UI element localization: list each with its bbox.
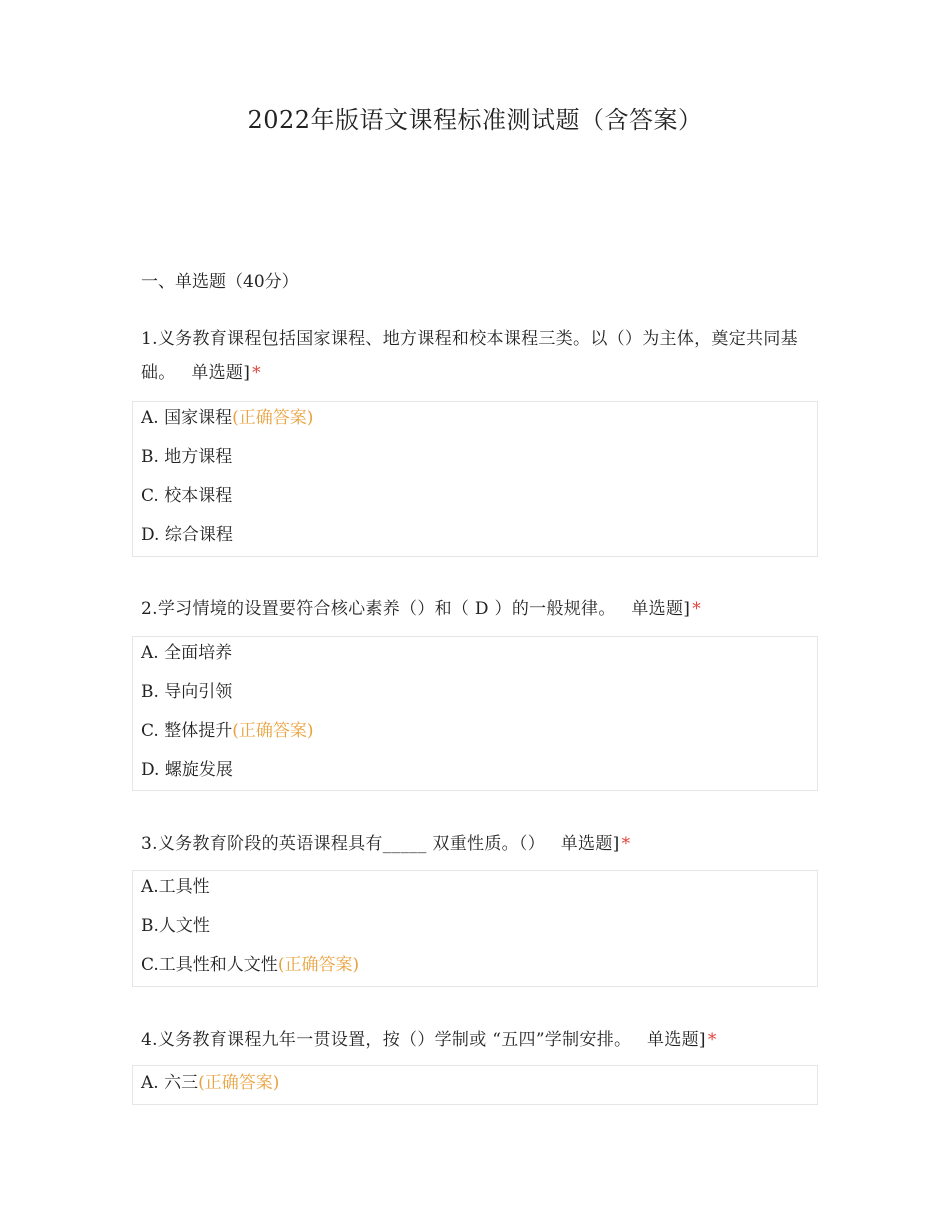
question-text: 3.义务教育阶段的英语课程具有_____ 双重性质。（） (141, 834, 546, 854)
option-label: A. 六三 (141, 1073, 199, 1093)
option-item[interactable] (141, 875, 210, 899)
question-type-tag: 单选题] (191, 363, 251, 383)
question-1 (141, 322, 821, 390)
option-label: D. 综合课程 (141, 525, 233, 545)
option-label: C. 校本课程 (141, 486, 233, 506)
options-box (132, 401, 818, 557)
option-label: A.工具性 (141, 877, 210, 897)
correct-answer-label: (正确答案) (277, 955, 360, 975)
option-item[interactable] (141, 719, 313, 743)
question-text: 1.义务教育课程包括国家课程、地方课程和校本课程三类。以（）为主体，奠定共同基础。 (141, 329, 798, 383)
option-item[interactable] (141, 445, 232, 469)
option-item[interactable] (141, 680, 232, 704)
question-type-tag: 单选题] (631, 599, 691, 619)
correct-answer-label: (正确答案) (198, 1073, 280, 1093)
option-label: B. 导向引领 (141, 682, 233, 702)
options-box (132, 870, 818, 987)
required-asterisk: * (621, 834, 631, 854)
option-item[interactable] (141, 406, 313, 430)
option-item[interactable] (141, 953, 359, 977)
required-asterisk: * (252, 363, 261, 383)
option-item[interactable] (141, 484, 232, 508)
option-item[interactable] (141, 641, 232, 665)
section-heading: 一、单选题（40分） (141, 272, 299, 292)
option-item[interactable] (141, 1071, 279, 1095)
option-item[interactable] (141, 758, 233, 782)
question-text: 2.学习情境的设置要符合核心素养（）和（ D ）的一般规律。 (141, 599, 616, 619)
option-item[interactable] (141, 914, 210, 938)
option-label: D. 螺旋发展 (141, 760, 233, 780)
option-label: C. 整体提升 (141, 721, 233, 741)
question-4 (141, 1023, 821, 1057)
page-title: 2022年版语文课程标准测试题（含答案） (247, 106, 703, 134)
option-label: B.人文性 (141, 916, 210, 936)
option-label: A. 国家课程 (141, 408, 233, 428)
option-label: A. 全面培养 (141, 643, 233, 663)
question-text: 4.义务教育课程九年一贯设置，按（）学制或 “五四”学制安排。 (141, 1030, 632, 1050)
option-label: B. 地方课程 (141, 447, 233, 467)
question-type-tag: 单选题] (647, 1030, 706, 1050)
question-3 (141, 827, 821, 861)
question-type-tag: 单选题] (560, 834, 620, 854)
correct-answer-label: (正确答案) (232, 721, 314, 741)
required-asterisk: * (707, 1030, 717, 1050)
options-box (132, 1065, 818, 1105)
question-2 (141, 592, 821, 626)
required-asterisk: * (692, 599, 702, 619)
correct-answer-label: (正确答案) (232, 408, 314, 428)
options-box (132, 636, 818, 791)
option-item[interactable] (141, 523, 233, 547)
option-label: C.工具性和人文性 (141, 955, 278, 975)
